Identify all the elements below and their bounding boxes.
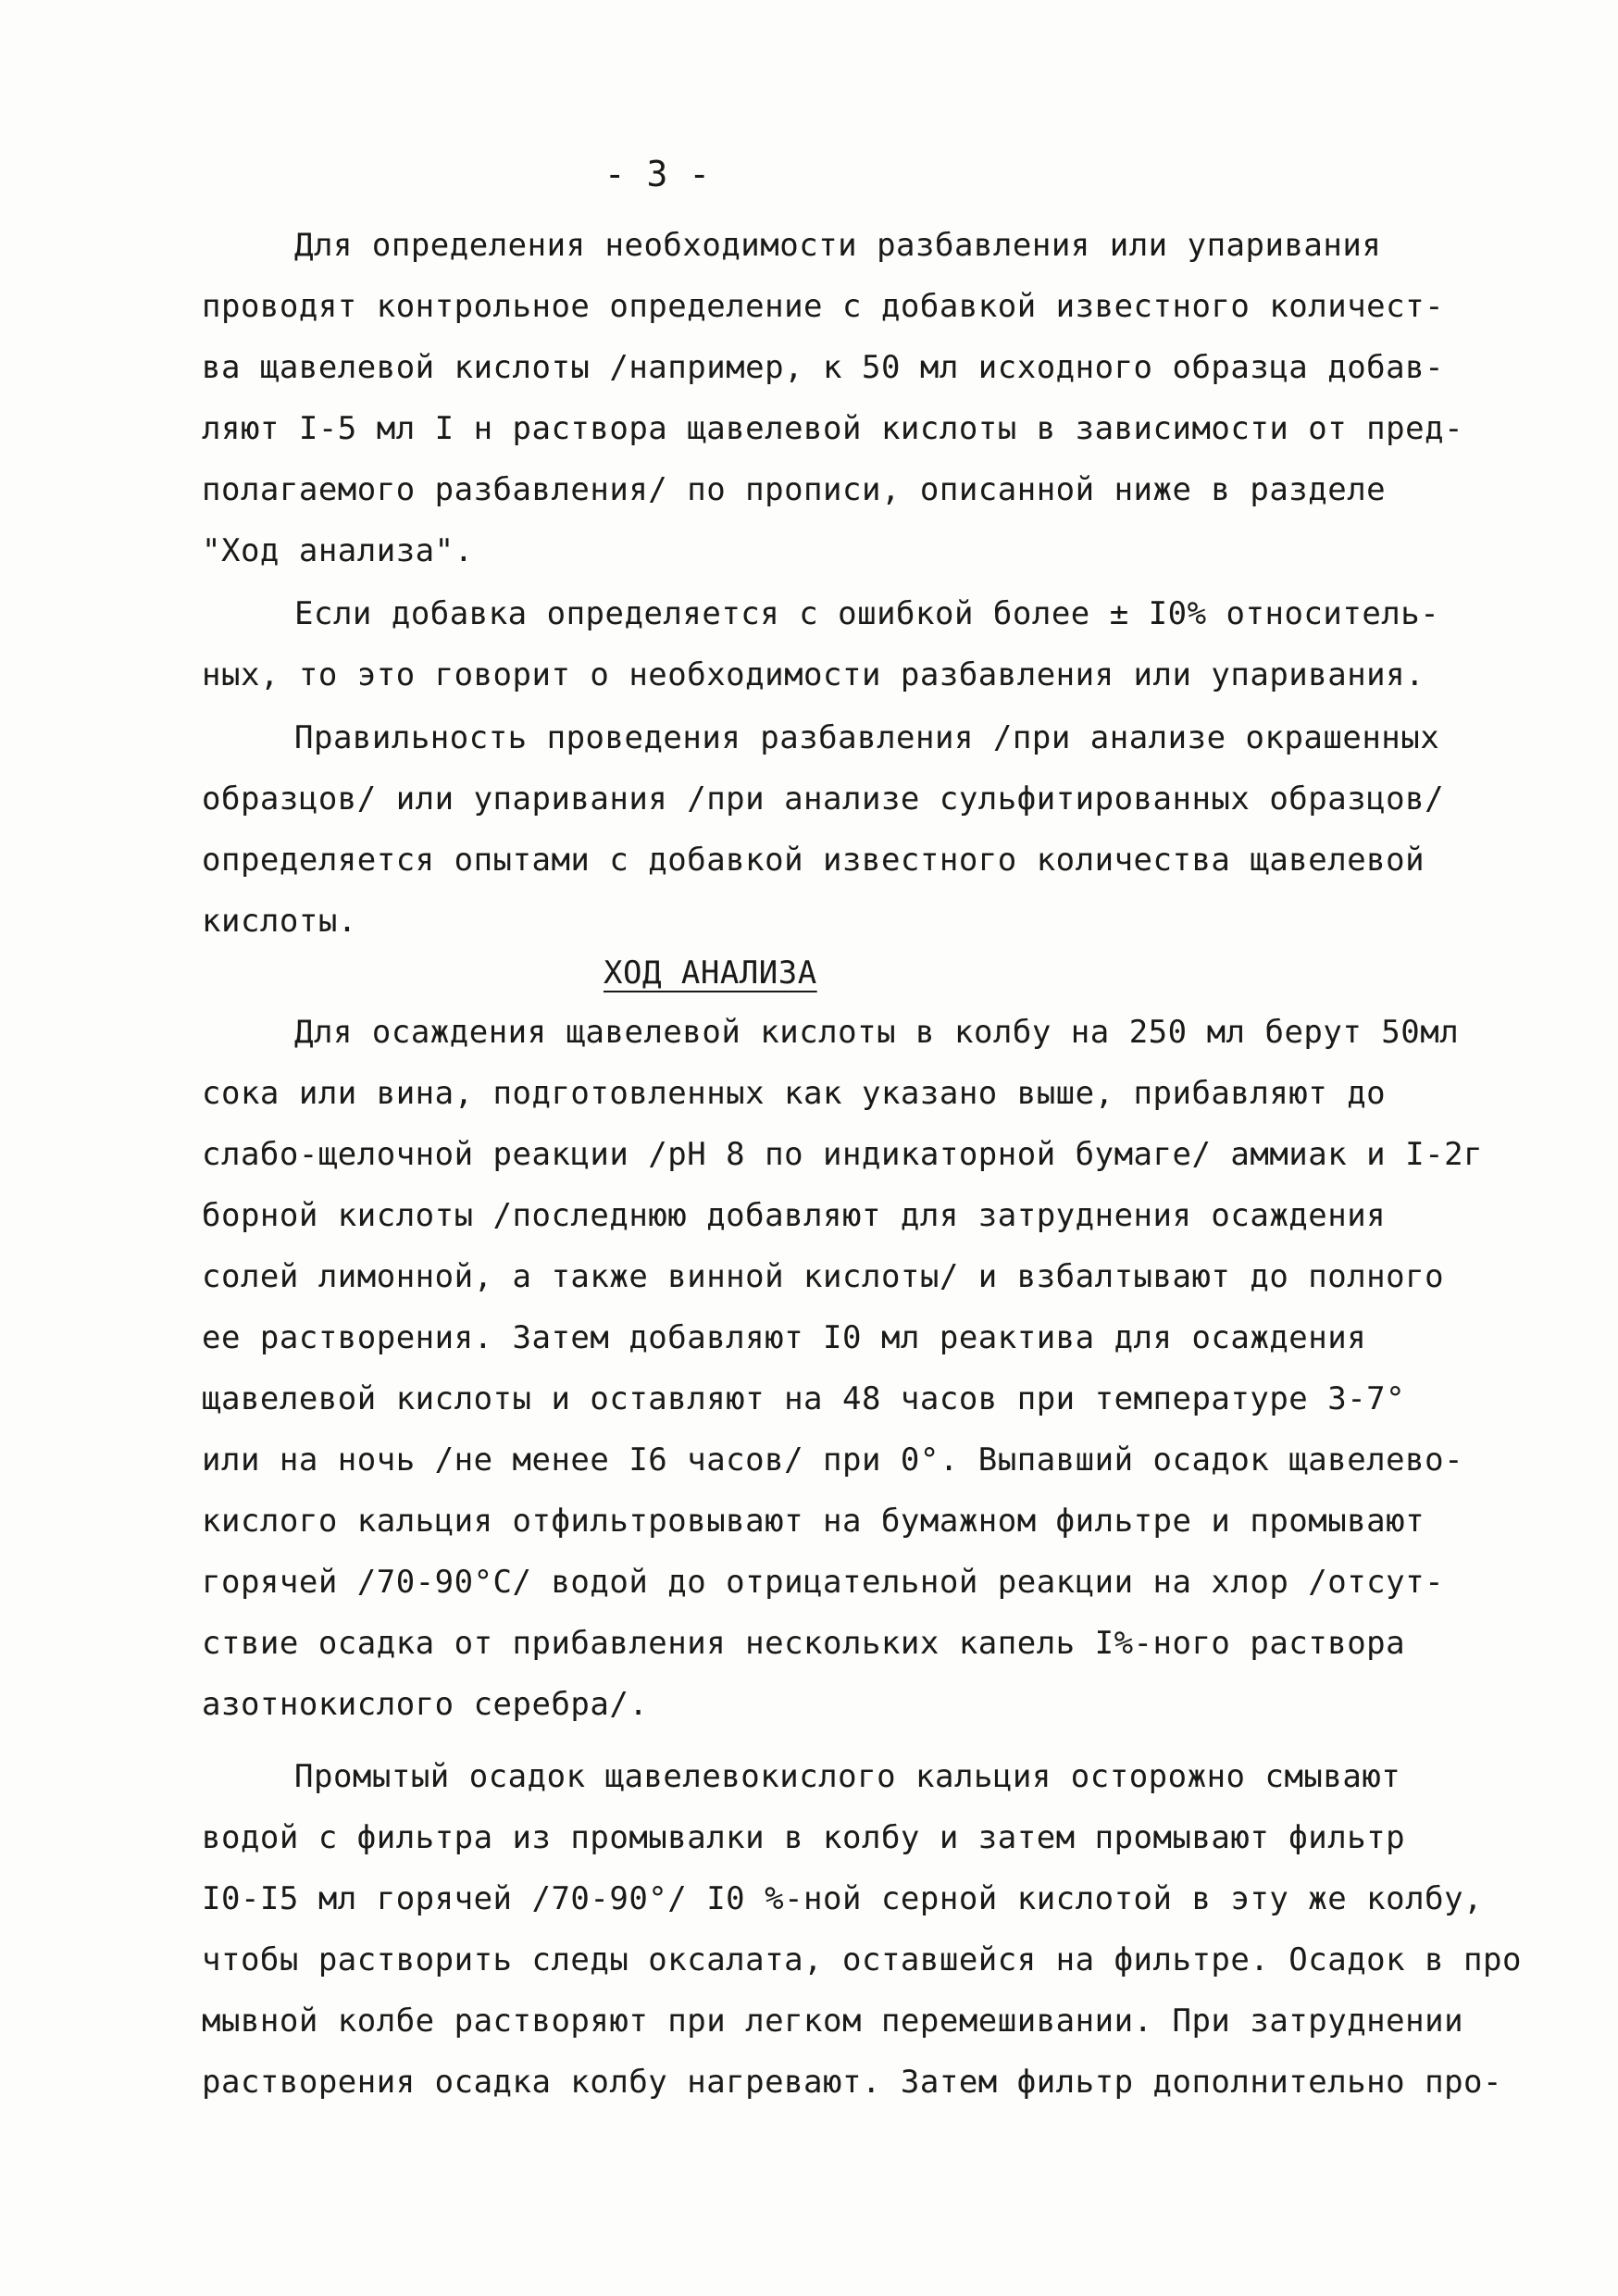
paragraph-4-line-6: ее растворения. Затем добавляют I0 мл реактива для осаждения (202, 1319, 1367, 1356)
paragraph-4-line-1: Для осаждения щавелевой кислоты в колбу на 250 мл берут 50мл (294, 1014, 1460, 1051)
paragraph-4-line-2: сока или вина, подготовленных как указано выше, прибавляют до (202, 1075, 1387, 1112)
paragraph-5-line-4: чтобы растворить следы оксалата, оставшейся на фильтре. Осадок в про (202, 1941, 1522, 1978)
section-heading: ХОД АНАЛИЗА (604, 955, 817, 992)
paragraph-4-line-12: азотнокислого серебра/. (202, 1686, 649, 1723)
paragraph-1-line-4: ляют I-5 мл I н раствора щавелевой кислоты в зависимости от пред- (202, 410, 1464, 447)
paragraph-4-line-7: щавелевой кислоты и оставляют на 48 часов при температуре 3-7° (202, 1380, 1406, 1417)
paragraph-5-line-3: I0-I5 мл горячей /70-90°/ I0 %-ной серной кислотой в эту же колбу, (202, 1880, 1484, 1917)
paragraph-1-line-3: ва щавелевой кислоты /например, к 50 мл исходного образца добав- (202, 349, 1445, 386)
paragraph-4-line-10: горячей /70-90°С/ водой до отрицательной реакции на хлор /отсут- (202, 1564, 1445, 1601)
paragraph-1-line-2: проводят контрольное определение с добавкой известного количест- (202, 288, 1445, 325)
paragraph-1-line-1: Для определения необходимости разбавления или упаривания (294, 227, 1382, 264)
paragraph-5-line-1: Промытый осадок щавелевокислого кальция осторожно смывают (294, 1758, 1401, 1795)
paragraph-5-line-5: мывной колбе растворяют при легком перемешивании. При затруднении (202, 2003, 1464, 2040)
paragraph-4-line-5: солей лимонной, а также винной кислоты/ и взбалтывают до полного (202, 1258, 1445, 1295)
paragraph-3-line-1: Правильность проведения разбавления /при анализе окрашенных (294, 719, 1440, 756)
paragraph-2-line-1: Если добавка определяется с ошибкой более ± I0% относитель- (294, 595, 1440, 632)
paragraph-3-line-4: кислоты. (202, 903, 357, 940)
paragraph-3-line-3: определяется опытами с добавкой известного количества щавелевой (202, 842, 1425, 879)
paragraph-2-line-2: ных, то это говорит о необходимости разбавления или упаривания. (202, 656, 1425, 693)
paragraph-3-line-2: образцов/ или упаривания /при анализе сульфитированных образцов/ (202, 780, 1445, 817)
paragraph-4-line-11: ствие осадка от прибавления нескольких капель I%-ного раствора (202, 1625, 1406, 1662)
paragraph-5-line-2: водой с фильтра из промывалки в колбу и затем промывают фильтр (202, 1819, 1406, 1856)
page-number: - 3 - (604, 154, 711, 194)
paragraph-5-line-6: растворения осадка колбу нагревают. Затем фильтр дополнительно про- (202, 2064, 1502, 2101)
paragraph-4-line-8: или на ночь /не менее I6 часов/ при 0°. Выпавший осадок щавелево- (202, 1441, 1464, 1479)
paragraph-4-line-9: кислого кальция отфильтровывают на бумажном фильтре и промывают (202, 1503, 1425, 1540)
paragraph-1-line-5: полагаемого разбавления/ по прописи, описанной ниже в разделе (202, 471, 1387, 508)
paragraph-1-line-6: "Ход анализа". (202, 532, 474, 569)
paragraph-4-line-4: борной кислоты /последнюю добавляют для затруднения осаждения (202, 1197, 1387, 1234)
paragraph-4-line-3: слабо-щелочной реакции /pH 8 по индикаторной бумаге/ аммиак и I-2г (202, 1136, 1484, 1173)
